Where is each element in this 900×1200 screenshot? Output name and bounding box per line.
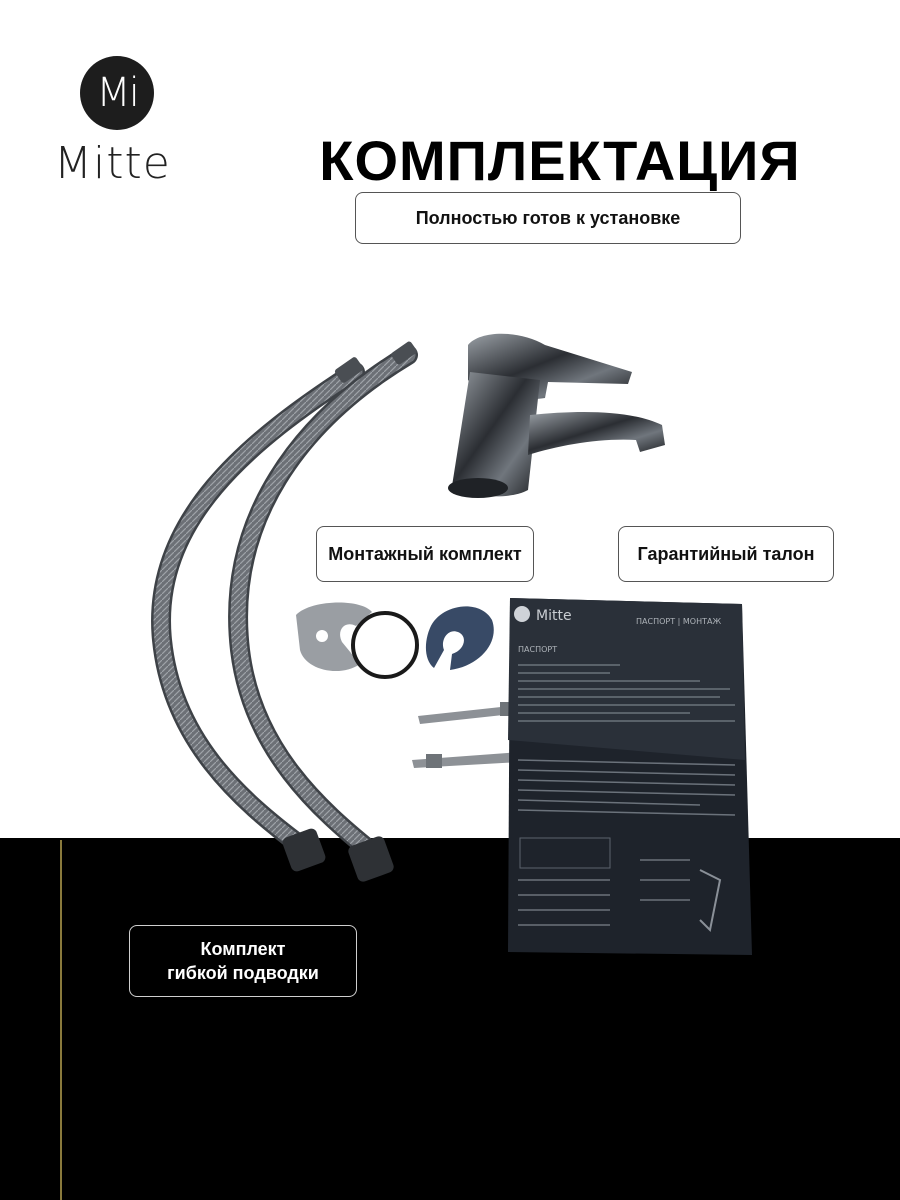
- document-brand: Mitte: [536, 608, 572, 624]
- logo-monogram: Mi: [96, 70, 138, 116]
- document-header: ПАСПОРТ | МОНТАЖ: [636, 617, 722, 626]
- hose-kit-line-2: гибкой подводки: [167, 963, 319, 983]
- mounting-plate-right: [426, 606, 494, 670]
- page-title: КОМПЛЕКТАЦИЯ: [319, 129, 801, 192]
- mounting-studs: [412, 702, 521, 768]
- mounting-kit-label: Монтажный комплект: [316, 526, 534, 582]
- rubber-ring: [353, 613, 417, 677]
- document-section: ПАСПОРТ: [518, 645, 558, 654]
- hose-kit-line-1: Комплект: [200, 938, 286, 959]
- faucet: [448, 334, 665, 498]
- subtitle-label: Полностью готов к установке: [355, 192, 741, 244]
- hose-kit-label: [129, 925, 357, 997]
- warranty-document: [508, 598, 752, 955]
- logo-wordmark: Mitte: [54, 138, 171, 189]
- mounting-plate-left: [296, 603, 372, 672]
- warranty-label: Гарантийный талон: [618, 526, 834, 582]
